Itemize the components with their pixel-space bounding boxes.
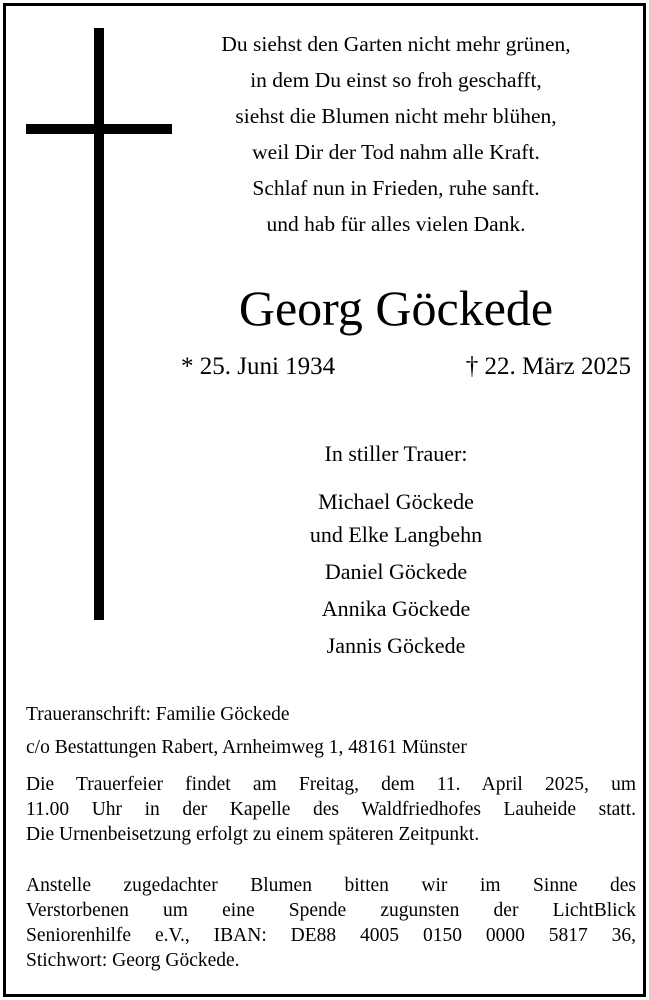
mourner-name: Michael Göckede [318, 489, 474, 514]
ceremony-line: 11.00 Uhr in der Kapelle des Waldfriedhofes Lauheide statt. [26, 799, 636, 820]
mourner-name: und Elke Langbehn [309, 522, 483, 547]
address-line: Traueranschrift: Familie Göckede [26, 704, 290, 725]
poem-line: siehst die Blumen nicht mehr blühen, [235, 104, 557, 128]
ceremony-line: Die Urnenbeisetzung erfolgt zu einem späteren Zeitpunkt. [26, 824, 480, 845]
donation-line: Anstelle zugedachter Blumen bitten wir im Sinne des [26, 875, 636, 896]
mourning-heading: In stiller Trauer: [324, 441, 468, 466]
donation-line: Verstorbenen um eine Spende zugunsten der LichtBlick [26, 900, 636, 921]
cross-icon [94, 28, 104, 620]
mourner-name: Annika Göckede [321, 596, 471, 621]
donation-line: Stichwort: Georg Göckede. [26, 950, 240, 971]
donation-notice [26, 873, 636, 973]
birth-date: * 25. Juni 1934 [181, 353, 336, 380]
poem-line: Du siehst den Garten nicht mehr grünen, [221, 32, 571, 56]
poem [176, 26, 616, 242]
mourner-name: Jannis Göckede [326, 633, 466, 658]
mourner-name: Daniel Göckede [324, 559, 468, 584]
ceremony-notice [26, 772, 636, 847]
obituary-frame [3, 3, 646, 997]
poem-line: weil Dir der Tod nahm alle Kraft. [252, 140, 540, 164]
death-date: † 22. März 2025 [465, 353, 631, 380]
ceremony-line: Die Trauerfeier findet am Freitag, dem 11. April 2025, um [26, 774, 636, 795]
deceased-name: Georg Göckede [238, 280, 554, 336]
poem-line: Schlaf nun in Frieden, ruhe sanft. [252, 176, 540, 200]
mourning-address [26, 698, 636, 764]
address-line: c/o Bestattungen Rabert, Arnheimweg 1, 48161 Münster [26, 737, 467, 758]
poem-line: in dem Du einst so froh geschafft, [250, 68, 542, 92]
donation-line: Seniorenhilfe e.V., IBAN: DE88 4005 0150 0000 5817 36, [26, 925, 636, 946]
mourners-list [166, 485, 626, 662]
poem-line: und hab für alles vielen Dank. [266, 212, 526, 236]
cross-icon-crossbar [26, 124, 172, 134]
